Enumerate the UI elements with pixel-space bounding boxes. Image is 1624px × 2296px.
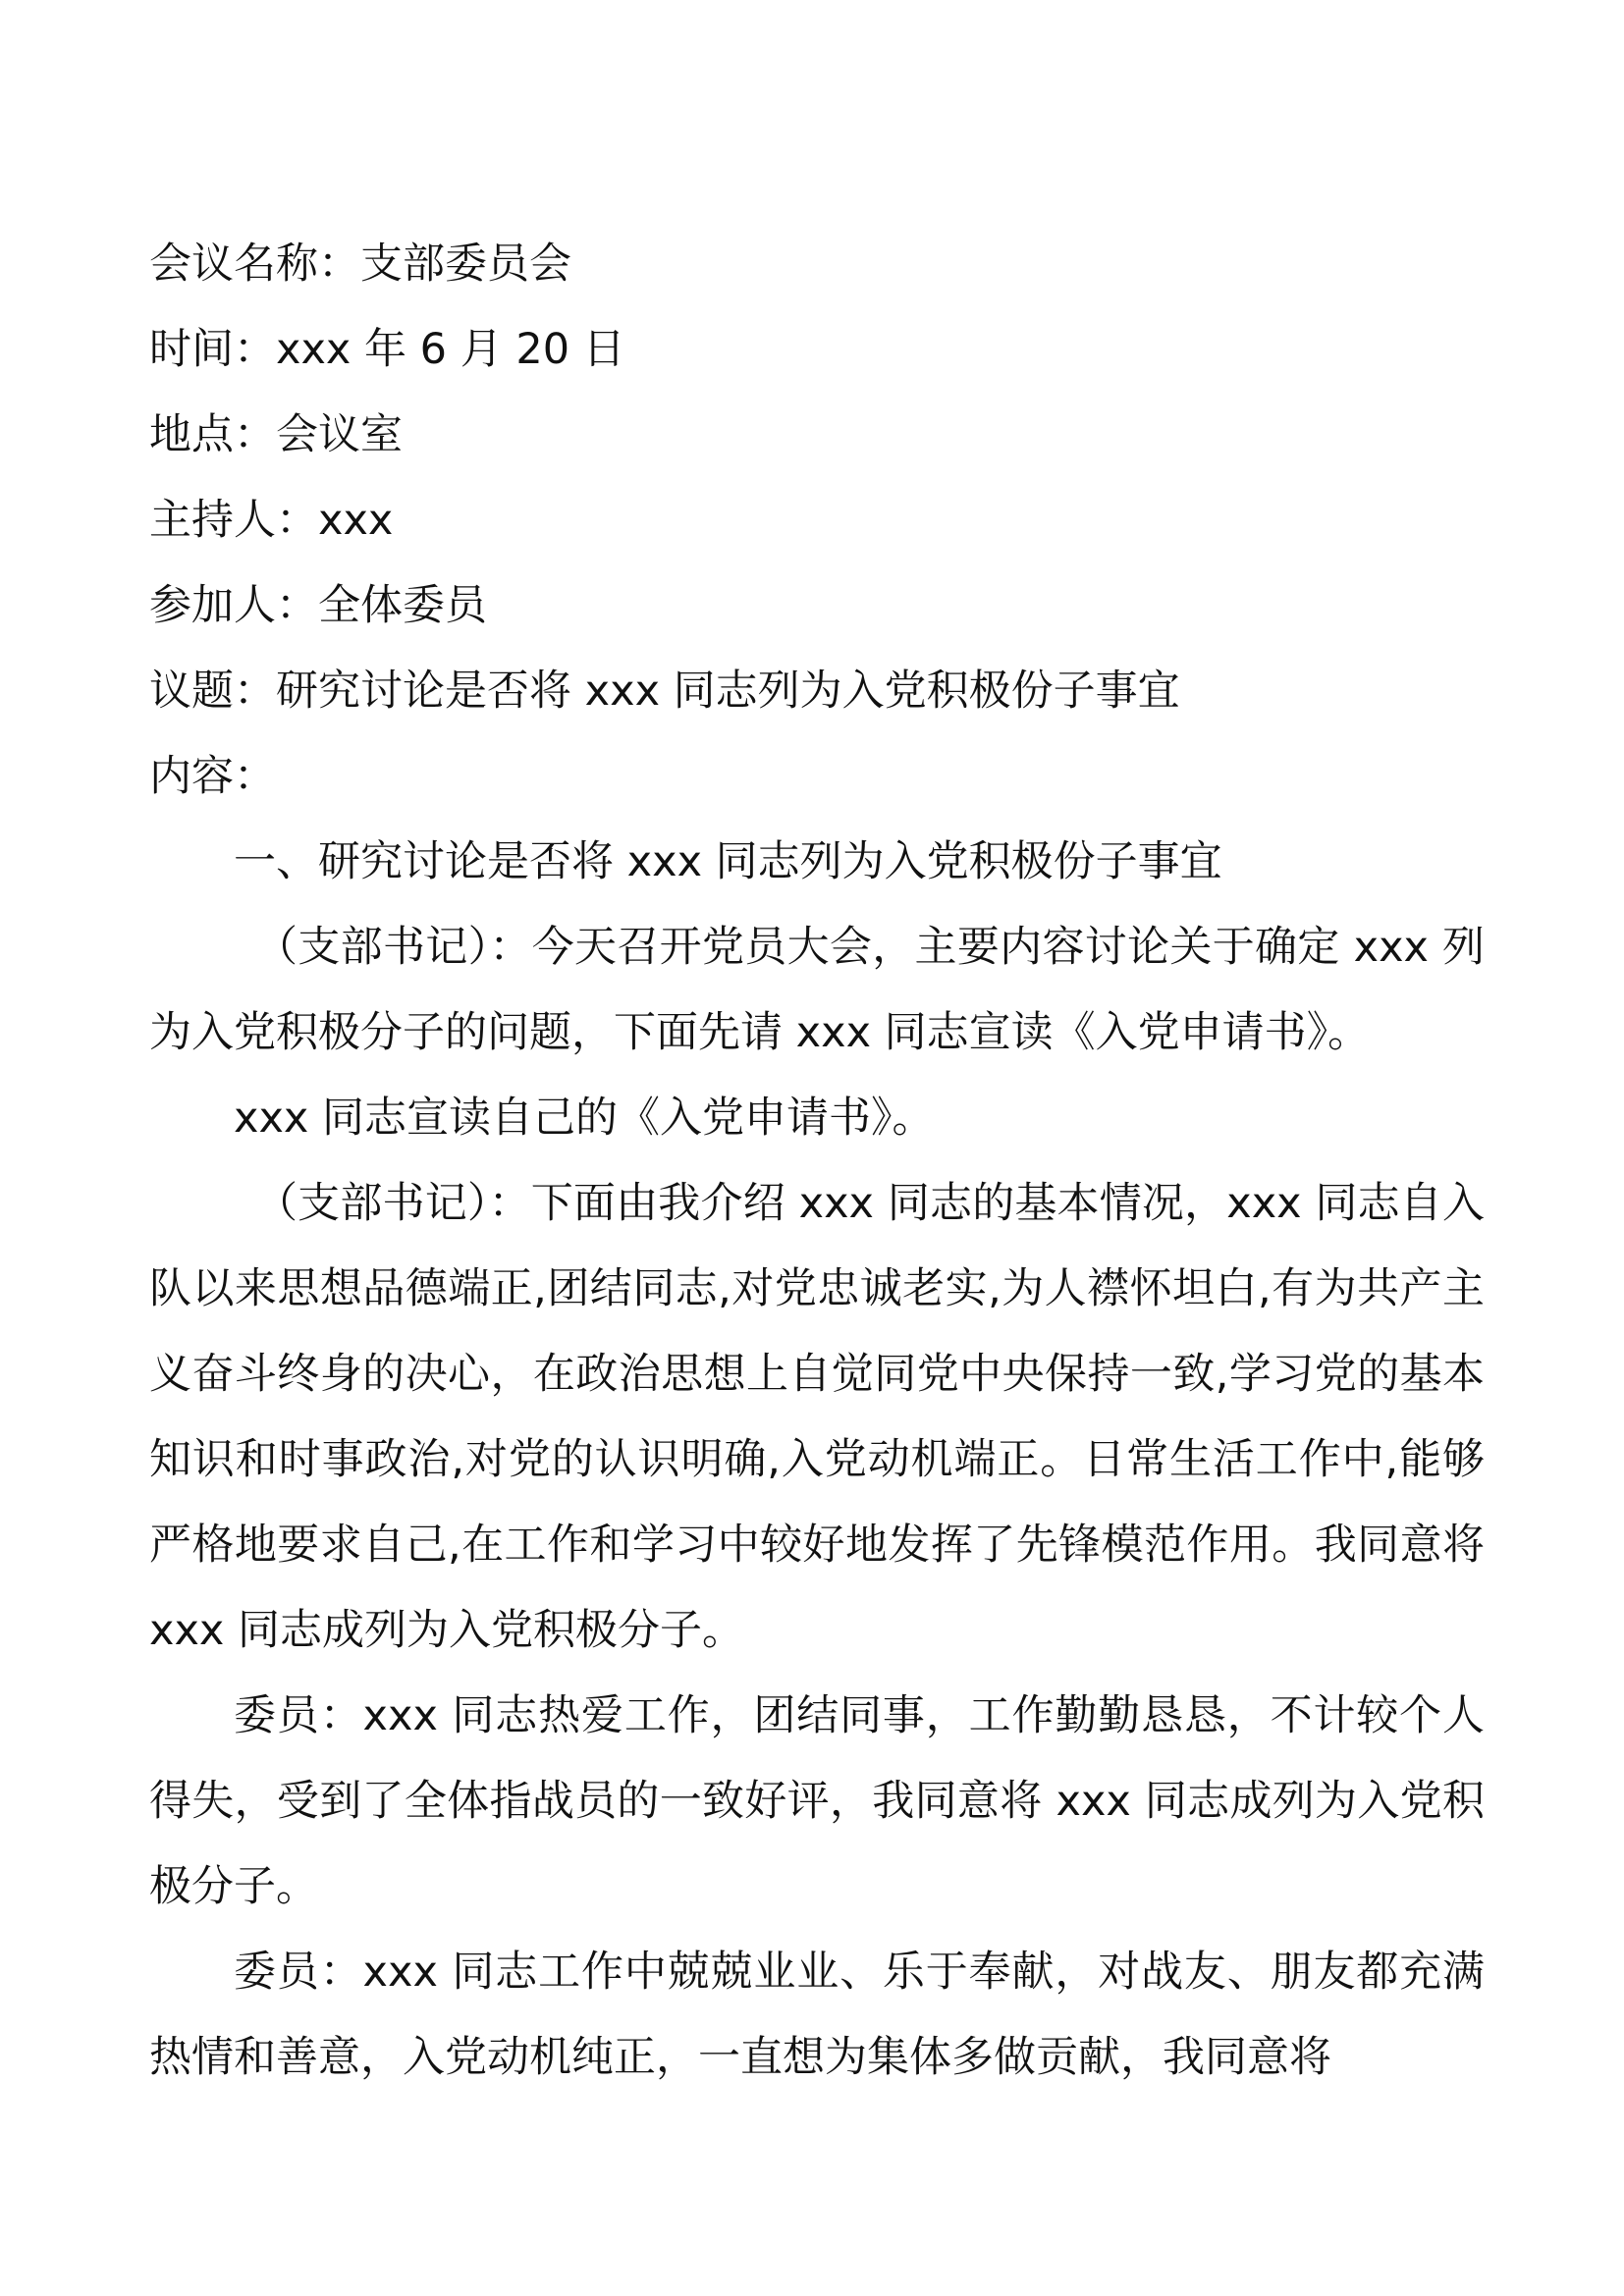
paragraph-secretary-opening: （支部书记）：今天召开党员大会，主要内容讨论关于确定 xxx 列为入党积极分子的问题，下面先请 xxx 同志宣读《入党申请书》。 [149, 923, 1485, 1057]
paragraph-secretary-introduction: （支部书记）：下面由我介绍 xxx 同志的基本情况，xxx 同志自入队以来思想品德端正,团结同志,对党忠诚老实,为人襟怀坦白,有为共产主义奋斗终身的决心，在政治思想上自觉同党中央保持一致,学习党的基本知识和时事政治,对党的认识明确,入党动机端正。日常生活工作中,能够严格地要求自己,在工作和学习中较好地发挥了先锋模范作用。我同意将 xxx 同志成列为入党积极分子。 [149, 1179, 1485, 1655]
paragraph-member-opinion-1: 委员：xxx 同志热爱工作，团结同事，工作勤勤恳恳，不计较个人得失，受到了全体指战员的一致好评，我同意将 xxx 同志成列为入党积极分子。 [149, 1691, 1485, 1911]
paragraph-member-opinion-2: 委员：xxx 同志工作中兢兢业业、乐于奉献，对战友、朋友都充满热情和善意，入党动机纯正，一直想为集体多做贡献，我同意将 [149, 1948, 1485, 2082]
meeting-time-line: 时间：xxx 年 6 月 20 日 [149, 325, 625, 374]
meeting-name-line: 会议名称：支部委员会 [149, 240, 571, 289]
meeting-attendees-line: 参加人：全体委员 [149, 581, 487, 630]
section-title: 一、研究讨论是否将 xxx 同志列为入党积极份子事宜 [234, 837, 1222, 886]
meeting-location-line: 地点：会议室 [149, 410, 403, 459]
content-label: 内容： [149, 752, 276, 801]
document-body [149, 222, 1485, 2101]
meeting-topic-line: 议题：研究讨论是否将 xxx 同志列为入党积极份子事宜 [149, 667, 1180, 716]
meeting-host-line: 主持人：xxx [149, 496, 394, 545]
paragraph-reading: xxx 同志宣读自己的《入党申请书》。 [234, 1094, 935, 1143]
